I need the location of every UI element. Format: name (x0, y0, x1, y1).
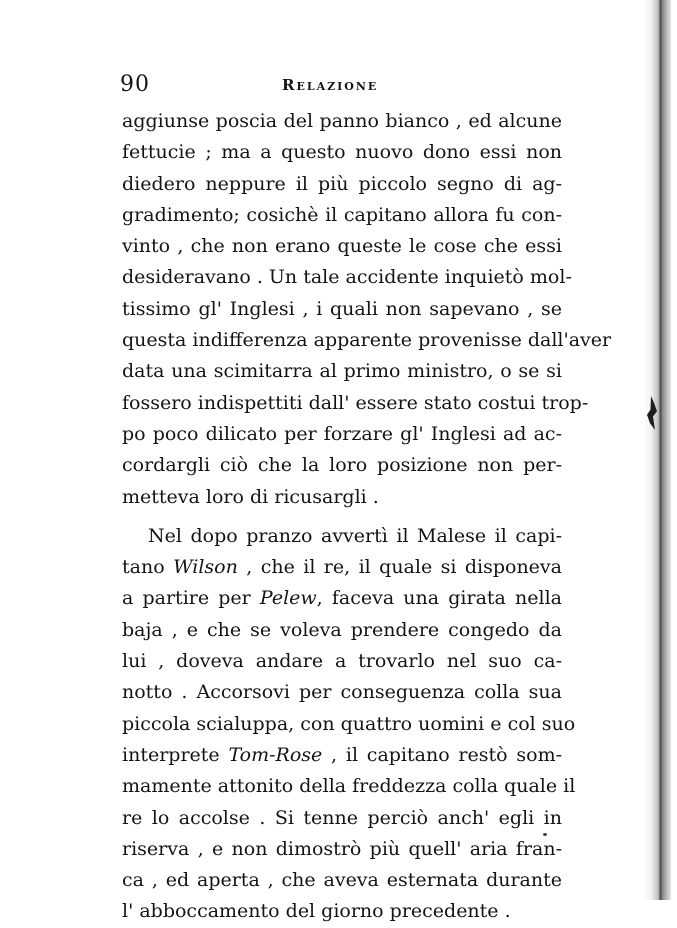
body-text (122, 106, 612, 928)
name-pelew: Pelew (259, 587, 317, 610)
text-line: re lo accolse . Si tenne perciò anch' egli in (122, 806, 562, 829)
text-fragment: a partire per (122, 587, 260, 610)
page-header (120, 66, 560, 106)
text-line: l' abboccamento del giorno precedente . (122, 900, 511, 923)
text-fragment: , che il re, il quale si disponeva (237, 556, 562, 579)
text-line: cordargli ciò che la loro posizione non per- (122, 454, 562, 477)
ink-speck (543, 833, 547, 836)
text-line: tissimo gl' Inglesi , i quali non sapevano , se (122, 297, 562, 320)
text-line: riserva , e non dimostrò più quell' aria fran- (122, 837, 562, 860)
text-line (122, 552, 562, 583)
text-line: po poco dilicato per forzare gl' Inglesi ad ac- (122, 422, 562, 445)
page-edge-shadow (643, 0, 671, 900)
text-line (122, 740, 562, 771)
name-wilson: Wilson (173, 556, 238, 579)
text-fragment: , faceva una girata nella (316, 587, 562, 610)
text-line: Nel dopo pranzo avvertì il Malese il capi- (148, 524, 562, 547)
text-line: diedero neppure il più piccolo segno di ag- (122, 172, 562, 195)
text-line: notto . Accorsovi per conseguenza colla sua (122, 681, 562, 704)
text-line: ca , ed aperta , che aveva esternata durante (122, 869, 562, 892)
text-line: mamente attonito della freddezza colla quale il (122, 775, 576, 798)
paragraph-2 (122, 521, 576, 928)
text-fragment: tano (122, 556, 174, 579)
name-tom-rose: Tom-Rose (228, 743, 323, 766)
paragraph-gap (122, 513, 562, 521)
text-fragment: , il capitano restò som- (322, 743, 563, 766)
paragraph-1 (122, 106, 612, 513)
text-line: baja , e che se voleva prendere congedo da (122, 618, 562, 641)
text-fragment: interprete (122, 743, 229, 766)
text-line: vinto , che non erano queste le cose che essi (122, 235, 562, 258)
page-number: 90 (120, 72, 150, 97)
text-line (122, 583, 562, 614)
text-line: desideravano . Un tale accidente inquietò mol- (122, 266, 572, 289)
text-line: piccola scialuppa, con quattro uomini e col suo (122, 712, 576, 735)
text-line: data una scimitarra al primo ministro, o se si (122, 360, 562, 383)
text-line: aggiunse poscia del panno bianco , ed alcune (122, 110, 562, 132)
text-line: fettucie ; ma a questo nuovo dono essi non (122, 141, 562, 164)
running-head: Relazione (282, 76, 379, 94)
text-line: lui , doveva andare a trovarlo nel suo ca- (122, 650, 562, 673)
text-line: metteva loro di ricusargli . (122, 485, 379, 508)
text-line: gradimento; cosichè il capitano allora fu con- (122, 203, 562, 226)
text-line: questa indifferenza apparente provenisse dall'aver (122, 329, 612, 352)
text-line: fossero indispettiti dall' essere stato costui trop- (122, 391, 589, 414)
